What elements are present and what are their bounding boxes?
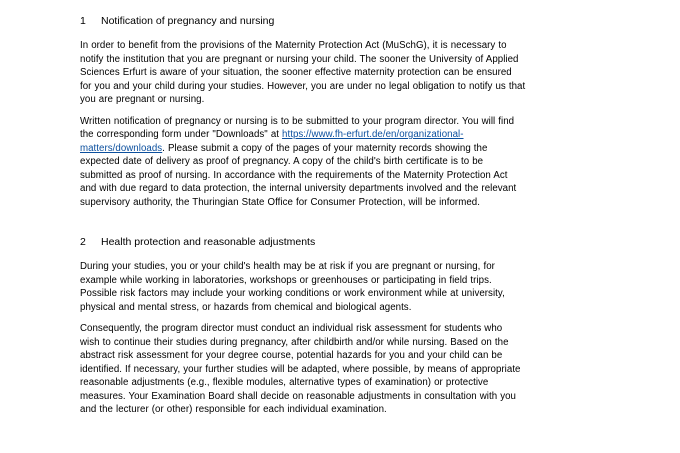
text-line: During your studies, you or your child's health may be at risk if you are pregnant or nursing, for [80, 261, 495, 272]
text-line: identified. If necessary, your further studies will be adapted, where possible, by means of appropriate [80, 363, 521, 375]
text-line: measures. Your Examination Board shall decide on reasonable adjustments in consultation with you [80, 390, 516, 402]
section-1-number: 1 [80, 15, 86, 27]
section-1-paragraph-1 [80, 39, 620, 107]
downloads-link-part-2[interactable]: matters/downloads [80, 142, 163, 154]
section-2-heading [80, 236, 620, 249]
section-1-title: Notification of pregnancy and nursing [101, 15, 275, 27]
text-segment: the corresponding form under "Downloads" at [80, 129, 283, 140]
section-spacer [80, 217, 620, 236]
text-line: Sciences Erfurt is aware of your situation, the sooner effective maternity protection can be ensured [80, 67, 512, 78]
text-segment: . Please submit a copy of the pages of your maternity records showing the [162, 142, 488, 154]
text-line [80, 142, 620, 156]
text-line: supervisory authority, the Thuringian State Office for Consumer Protection, will be informed. [80, 196, 480, 208]
section-1-paragraph-2 [80, 115, 620, 210]
text-line: reasonable adjustments (e.g., flexible modules, alternative types of examination) or protective [80, 377, 489, 388]
text-line: Possible risk factors may include your working conditions or work environment while at university, [80, 288, 505, 299]
text-line: and with due regard to data protection, the internal university departments involved and the relevant [80, 183, 517, 194]
text-line: submitted as proof of nursing. In accordance with the requirements of the Maternity Protection Act [80, 169, 508, 181]
text-line: you are pregnant or nursing. [80, 94, 205, 105]
text-line [80, 128, 620, 142]
section-2-title: Health protection and reasonable adjustments [101, 236, 316, 248]
text-line: In order to benefit from the provisions of the Maternity Protection Act (MuSchG), it is necessary to [80, 40, 507, 51]
text-line: wish to continue their studies during pregnancy, after childbirth and/or while nursing. Based on the [80, 336, 509, 348]
text-line: expected date of delivery as proof of pregnancy. A copy of the child's birth certificate is to be [80, 156, 484, 167]
downloads-link-part-1[interactable]: https://www.fh-erfurt.de/en/organizational- [282, 129, 464, 140]
section-1-heading [80, 15, 620, 28]
text-line: physical and mental stress, or hazards from chemical and biological agents. [80, 301, 412, 313]
text-line: for you and your child during your studies. However, you are under no legal obligation to notify us that [80, 80, 526, 92]
section-2-paragraph-1 [80, 260, 620, 314]
text-line: Written notification of pregnancy or nursing is to be submitted to your program director. You will find [80, 115, 515, 127]
text-line: notify the institution that you are pregnant or nursing your child. The sooner the University of Applied [80, 53, 519, 65]
section-2-number: 2 [80, 236, 86, 248]
text-line: abstract risk assessment for your degree course, potential hazards for you and your child can be [80, 350, 503, 361]
section-2-paragraph-2 [80, 322, 620, 417]
text-line: example while working in laboratories, workshops or greenhouses or participating in field trips. [80, 274, 492, 286]
text-line: Consequently, the program director must conduct an individual risk assessment for students who [80, 323, 503, 334]
text-line: and the lecturer (or other) responsible for each individual examination. [80, 404, 387, 415]
